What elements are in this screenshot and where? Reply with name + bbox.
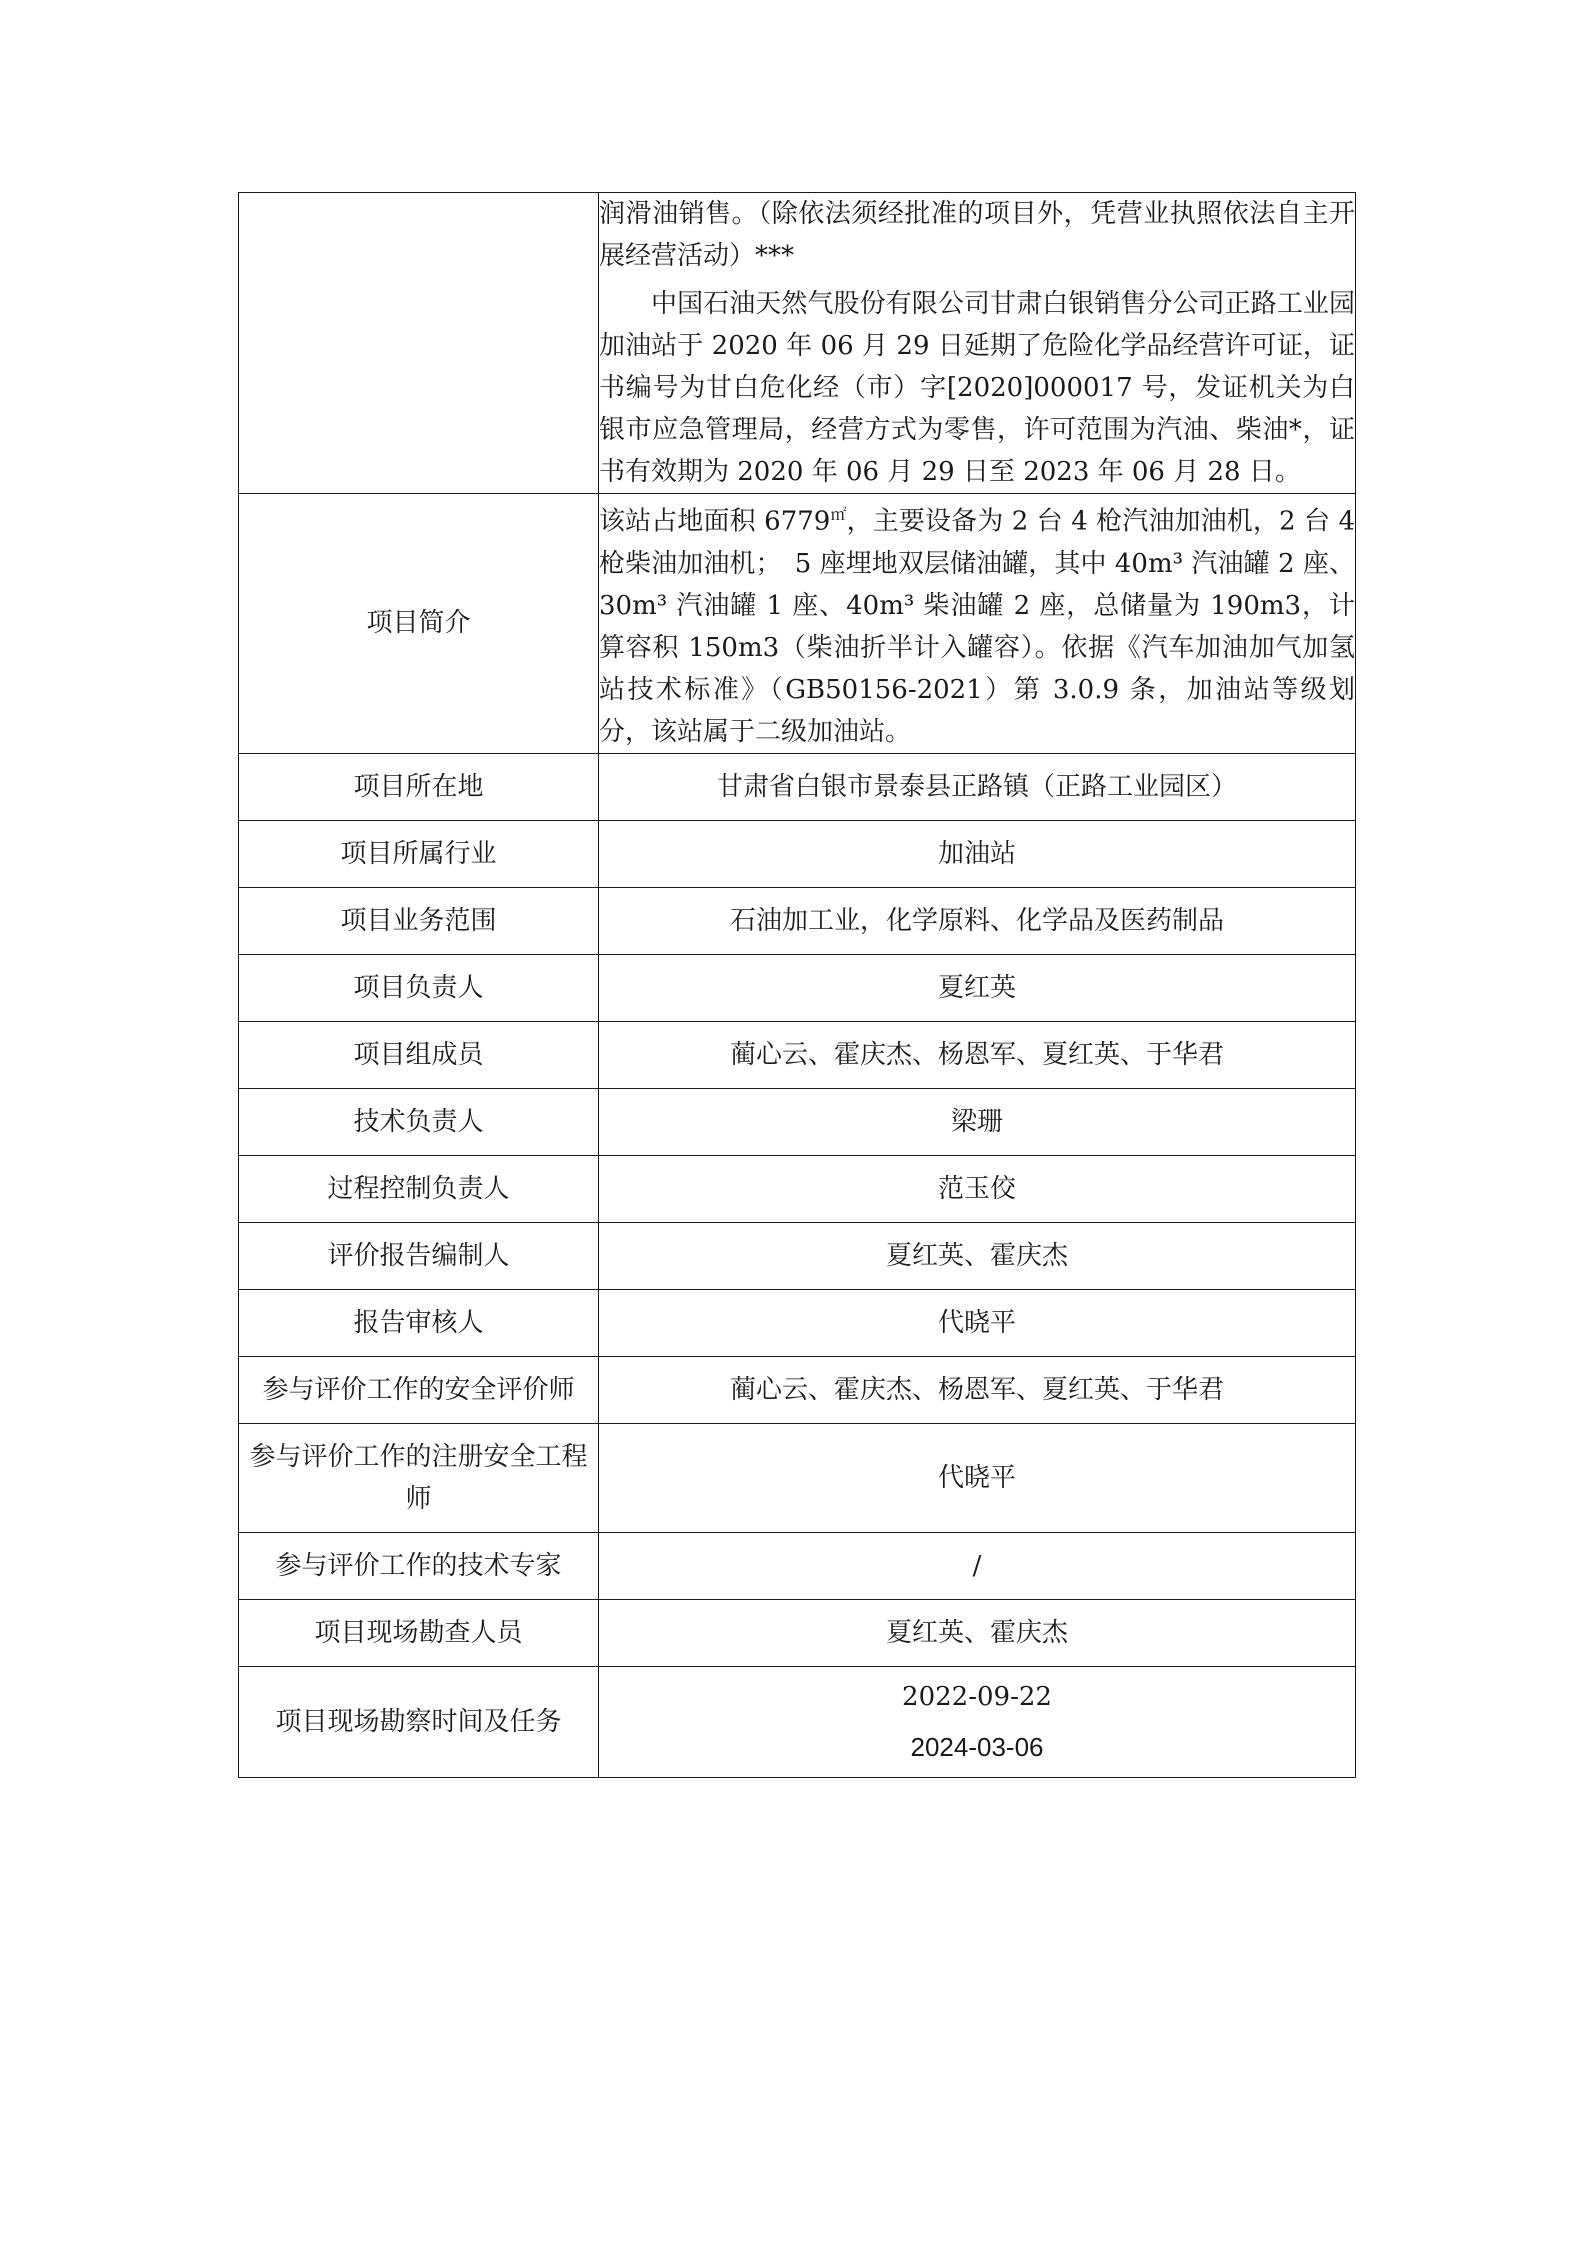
row-label: 参与评价工作的注册安全工程师: [239, 1423, 599, 1532]
row-label: 项目所属行业: [239, 820, 599, 887]
project-summary-text-b: ，主要设备为 2 台 4 枪汽油加油机，2 台 4 枪柴油加油机； 5 座埋地双层储油罐，其中 40m³ 汽油罐 2 座、30m³ 汽油罐 1 座、40m³ 柴油罐 2 座，总储量为 190m3，计算容积 150m3（柴油折半计入罐容）。依据《汽车加油加气加氢站技术标准》（GB50156-2021）第 3.0.9 条，加油站等级划分，该站属于二级加油站。: [599, 506, 1355, 747]
table-row: [239, 1532, 1356, 1599]
row-label: 项目现场勘查人员: [239, 1599, 599, 1666]
row-value: 加油站: [599, 820, 1356, 887]
row-value: 甘肃省白银市景泰县正路镇（正路工业园区）: [599, 753, 1356, 820]
project-info-table: [238, 192, 1356, 1778]
table-row-continuation: [239, 193, 1356, 494]
row-label: 过程控制负责人: [239, 1155, 599, 1222]
survey-dates-cell: [599, 1666, 1356, 1777]
license-paragraph: 中国石油天然气股份有限公司甘肃白银销售分公司正路工业园加油站于 2020 年 06 月 29 日延期了危险化学品经营许可证，证书编号为甘白危化经（市）字[2020]000017 号，发证机关为白银市应急管理局，经营方式为零售，许可范围为汽油、柴油*，证书有效期为 2020 年 06 月 29 日至 2023 年 06 月 28 日。: [599, 289, 1355, 487]
row-value: 蔺心云、霍庆杰、杨恩军、夏红英、于华君: [599, 1021, 1356, 1088]
row-value: 范玉佼: [599, 1155, 1356, 1222]
table-row: [239, 1289, 1356, 1356]
project-summary-text: [599, 494, 1355, 753]
table-row: [239, 820, 1356, 887]
row-value: 蔺心云、霍庆杰、杨恩军、夏红英、于华君: [599, 1356, 1356, 1423]
row-label: 参与评价工作的安全评价师: [239, 1356, 599, 1423]
row-value: 代晓平: [599, 1289, 1356, 1356]
row-label: 项目负责人: [239, 954, 599, 1021]
survey-date-2: 2024-03-06: [910, 1731, 1044, 1762]
row-value: 夏红英、霍庆杰: [599, 1222, 1356, 1289]
table-row-survey: [239, 1666, 1356, 1777]
project-summary-text-a: 该站占地面积 6779: [599, 506, 831, 537]
row-value: 石油加工业，化学原料、化学品及医药制品: [599, 887, 1356, 954]
row-value: 夏红英: [599, 954, 1356, 1021]
survey-date-1: 2022-09-22: [902, 1681, 1052, 1712]
row-value: 夏红英、霍庆杰: [599, 1599, 1356, 1666]
row-value: 代晓平: [599, 1423, 1356, 1532]
table-row: [239, 1356, 1356, 1423]
row-label: 参与评价工作的技术专家: [239, 1532, 599, 1599]
table-row: [239, 1021, 1356, 1088]
survey-label: 项目现场勘察时间及任务: [239, 1666, 599, 1777]
table-row: [239, 1088, 1356, 1155]
row-label: 报告审核人: [239, 1289, 599, 1356]
continuation-text-cell: [599, 193, 1356, 494]
table-row: [239, 753, 1356, 820]
row-value: /: [599, 1532, 1356, 1599]
table-row: [239, 1599, 1356, 1666]
table-row-project-summary: [239, 494, 1356, 754]
row-value: 梁珊: [599, 1088, 1356, 1155]
project-summary-label: 项目简介: [239, 494, 599, 754]
row-label: 项目业务范围: [239, 887, 599, 954]
table-row: [239, 1423, 1356, 1532]
table-row: [239, 954, 1356, 1021]
business-scope-tail: 润滑油销售。（除依法须经批准的项目外，凭营业执照依法自主开展经营活动）***: [599, 199, 1355, 271]
row-label: 技术负责人: [239, 1088, 599, 1155]
table-row: [239, 1155, 1356, 1222]
continuation-label-cell: [239, 193, 599, 494]
area-unit: ㎡: [830, 505, 847, 524]
row-label: 评价报告编制人: [239, 1222, 599, 1289]
table-row: [239, 1222, 1356, 1289]
row-label: 项目所在地: [239, 753, 599, 820]
project-summary-text-cell: [599, 494, 1356, 754]
row-label: 项目组成员: [239, 1021, 599, 1088]
table-row: [239, 887, 1356, 954]
